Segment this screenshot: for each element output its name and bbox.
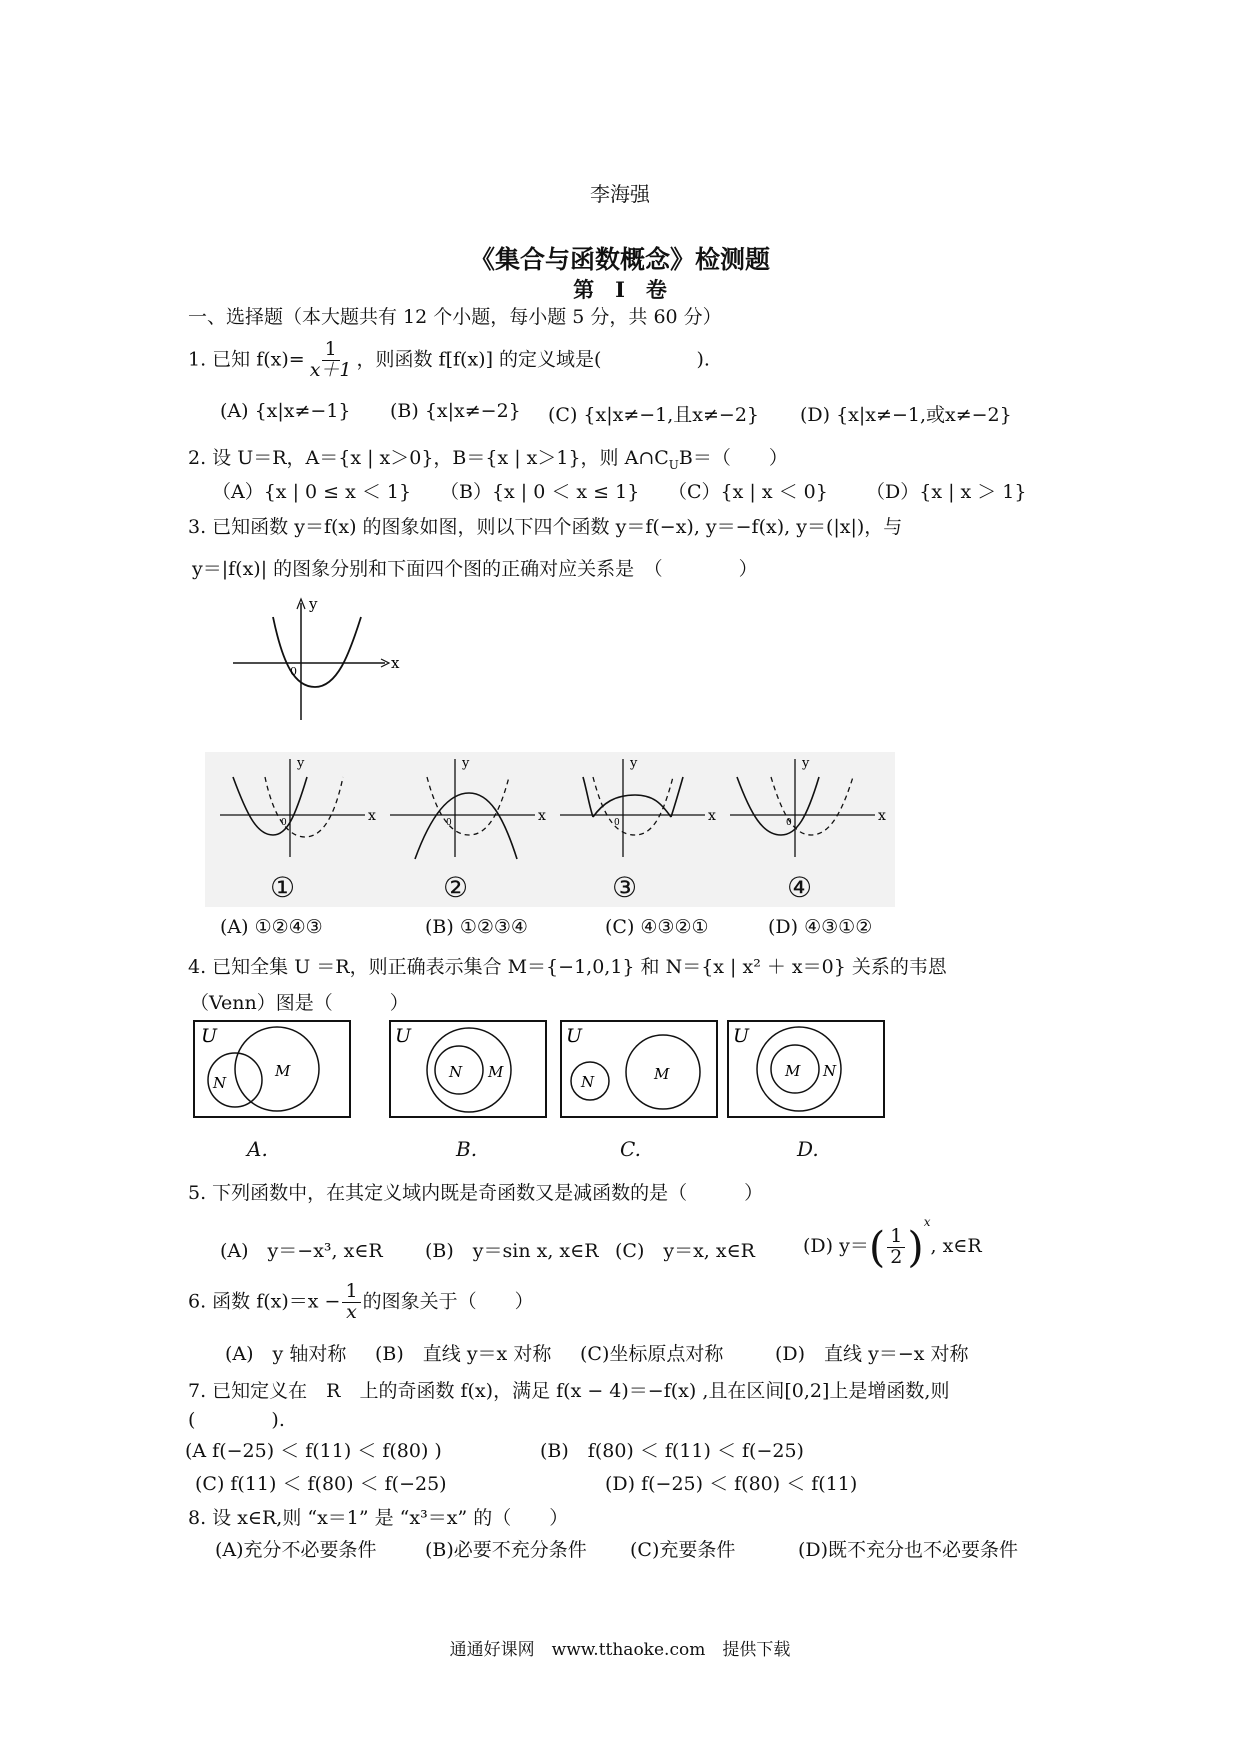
q3-option-d[interactable]: (D) ④③①② [768, 916, 873, 938]
q3-main-origin: 0 [290, 665, 297, 678]
graph4-y-label: y [802, 756, 810, 771]
venn-d[interactable] [727, 1020, 885, 1118]
q1-option-d[interactable]: (D) {x|x≠−1,或x≠−2} [800, 404, 1012, 426]
q3-option-a[interactable]: (A) ①②④③ [220, 916, 323, 938]
q6-lead: 6. 函数 f(x)＝x − [188, 1290, 341, 1313]
graph1-origin: 0 [281, 818, 287, 828]
q7-option-a[interactable]: (A f(−25) ＜ f(11) ＜ f(80) ) [185, 1440, 442, 1462]
q5-d-den: 2 [890, 1245, 903, 1268]
q5-d-num: 1 [887, 1227, 905, 1248]
q5-option-a[interactable]: (A) y＝−x³, x∈R [220, 1240, 383, 1262]
q6-frac-den: x [346, 1300, 357, 1323]
venn-c-m: M [654, 1065, 670, 1083]
graph3-x-label: x [708, 808, 716, 824]
graph3-origin: 0 [614, 818, 620, 828]
venn-a-u: U [201, 1025, 218, 1047]
q3-graph-label-1: ① [270, 871, 296, 904]
graph4-x-label: x [878, 808, 886, 824]
q3-graph-label-2: ② [443, 871, 469, 904]
venn-b-n: N [449, 1063, 463, 1081]
q6-option-b[interactable]: (B) 直线 y＝x 对称 [375, 1343, 552, 1365]
q5-d-post: , x∈R [930, 1235, 982, 1257]
q4-line-1: 4. 已知全集 U ＝R，则正确表示集合 M＝{−1,0,1} 和 N＝{x | x² ＋ x＝0} 关系的韦恩 [188, 956, 947, 978]
q1-option-b[interactable]: (B) {x|x≠−2} [390, 400, 521, 422]
q3-graph-4 [725, 755, 890, 860]
q3-graph-3 [555, 755, 720, 860]
question-1 [188, 340, 710, 381]
question-5: 5. 下列函数中，在其定义域内既是奇函数又是减函数的是（ ） [188, 1182, 764, 1204]
q7-line-2: ( ). [188, 1409, 285, 1431]
q5-option-b[interactable]: (B) y＝sin x, x∈R [425, 1240, 599, 1262]
q7-option-d[interactable]: (D) f(−25) ＜ f(80) ＜ f(11) [605, 1473, 858, 1495]
graph4-origin: 0 [786, 818, 792, 828]
q2-tail: B＝（ ） [678, 447, 788, 469]
venn-a-n: N [213, 1074, 227, 1092]
page-title: 《集合与函数概念》检测题 [469, 245, 770, 274]
venn-b[interactable] [389, 1020, 547, 1118]
q6-option-d[interactable]: (D) 直线 y＝−x 对称 [775, 1343, 969, 1365]
q1-frac-den: x＋1 [309, 358, 352, 381]
q2-option-c[interactable]: （C）{x | x ＜ 0} [668, 481, 828, 503]
q3-main-x-label: x [391, 654, 400, 672]
graph1-y-label: y [297, 756, 305, 771]
venn-b-m: M [488, 1063, 504, 1081]
graph1-x-label: x [368, 808, 376, 824]
question-6 [188, 1282, 534, 1323]
venn-d-u: U [733, 1025, 750, 1047]
graph2-y-label: y [462, 756, 470, 771]
venn-label-b: B. [456, 1137, 478, 1161]
q8-option-b[interactable]: (B)必要不充分条件 [425, 1539, 587, 1561]
graph2-x-label: x [538, 808, 546, 824]
q2-option-a[interactable]: （A）{x | 0 ≤ x ＜ 1} [212, 481, 412, 503]
graph2-origin: 0 [446, 818, 452, 828]
q8-option-c[interactable]: (C)充要条件 [630, 1539, 736, 1561]
q1-lead: 1. 已知 f(x)= [188, 348, 305, 371]
q6-fraction [342, 1282, 360, 1323]
q5-option-d[interactable] [803, 1215, 982, 1272]
q1-option-a[interactable]: (A) {x|x≠−1} [220, 400, 351, 422]
q3-option-c[interactable]: (C) ④③②① [605, 916, 709, 938]
venn-label-c: C. [620, 1137, 641, 1161]
question-2 [188, 443, 788, 472]
venn-c[interactable] [560, 1020, 718, 1118]
author: 李海强 [590, 182, 650, 206]
q5-d-rparen: ) [907, 1222, 924, 1272]
q6-option-a[interactable]: (A) y 轴对称 [225, 1343, 347, 1365]
q3-main-graph [225, 595, 400, 725]
q2-sub: U [668, 457, 679, 472]
q5-d-exp: x [923, 1215, 931, 1229]
q6-tail: 的图象关于（ ） [362, 1290, 534, 1313]
q3-line-1: 3. 已知函数 y＝f(x) 的图象如图，则以下四个函数 y＝f(−x), y＝−f(x), y＝(|x|)，与 [188, 516, 903, 538]
venn-d-m: M [785, 1062, 801, 1080]
question-8: 8. 设 x∈R,则 “x＝1” 是 “x³＝x” 的（ ） [188, 1507, 569, 1529]
venn-b-u: U [395, 1025, 412, 1047]
q4-line-2: （Venn）图是（ ） [190, 992, 409, 1014]
q8-option-d[interactable]: (D)既不充分也不必要条件 [798, 1539, 1019, 1561]
footer-text: 通通好课网 www.tthaoke.com 提供下载 [449, 1640, 791, 1660]
venn-a[interactable] [193, 1020, 351, 1118]
volume-heading: 第 I 卷 [573, 277, 667, 302]
q1-tail: ，则函数 f[f(x)] 的定义域是( ). [356, 348, 710, 371]
venn-c-n: N [581, 1073, 595, 1091]
venn-label-a: A. [247, 1137, 268, 1161]
q2-text: 2. 设 U＝R，A＝{x | x＞0}，B＝{x | x＞1}，则 A∩C [188, 447, 669, 469]
q3-graph-2 [385, 755, 550, 865]
q3-graph-1 [215, 755, 380, 860]
section-heading: 一、选择题（本大题共有 12 个小题，每小题 5 分，共 60 分） [188, 306, 722, 328]
q7-option-c[interactable]: (C) f(11) ＜ f(80) ＜ f(−25) [195, 1473, 447, 1495]
q1-frac-num: 1 [322, 340, 340, 361]
q6-frac-num: 1 [342, 1282, 360, 1303]
q3-option-b[interactable]: (B) ①②③④ [425, 916, 528, 938]
q5-d-lparen: ( [868, 1222, 886, 1272]
q8-option-a[interactable]: (A)充分不必要条件 [215, 1539, 377, 1561]
q6-option-c[interactable]: (C)坐标原点对称 [580, 1343, 724, 1365]
q3-graph-label-4: ④ [787, 871, 813, 904]
q3-main-y-label: y [309, 595, 318, 613]
q7-option-b[interactable]: (B) f(80) ＜ f(11) ＜ f(−25) [540, 1440, 804, 1462]
graph3-y-label: y [630, 756, 638, 771]
venn-label-d: D. [797, 1137, 819, 1161]
q1-fraction [307, 340, 355, 381]
q2-option-d[interactable]: （D）{x | x ＞ 1} [866, 481, 1027, 503]
q1-option-c[interactable]: (C) {x|x≠−1,且x≠−2} [548, 404, 760, 426]
q7-line-1: 7. 已知定义在 R 上的奇函数 f(x)，满足 f(x − 4)＝−f(x) ,且在区间[0,2]上是增函数,则 [188, 1380, 950, 1402]
q5-d-pre: (D) y＝ [803, 1235, 869, 1257]
q5-option-c[interactable]: (C) y＝x, x∈R [615, 1240, 755, 1262]
venn-d-n: N [823, 1062, 837, 1080]
q3-line-2: y＝|f(x)| 的图象分别和下面四个图的正确对应关系是 （ ） [192, 558, 758, 580]
q5-d-fraction [887, 1224, 905, 1268]
venn-c-u: U [566, 1025, 583, 1047]
q3-graph-label-3: ③ [612, 871, 638, 904]
q2-option-b[interactable]: （B）{x | 0 ＜ x ≤ 1} [440, 481, 640, 503]
venn-a-m: M [275, 1062, 291, 1080]
